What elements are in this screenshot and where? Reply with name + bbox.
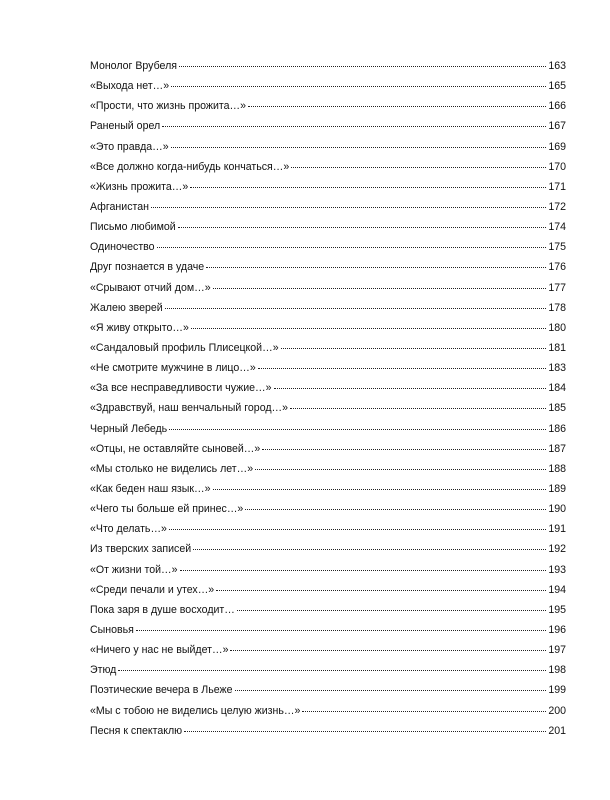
toc-dot-leader (169, 429, 546, 430)
toc-entry-title: Жалею зверей (90, 301, 163, 314)
toc-entry-title: «Чего ты больше ей принес…» (90, 503, 244, 516)
toc-entry[interactable] (90, 560, 566, 580)
toc-entry-title: «Здравствуй, наш венчальный город…» (90, 402, 289, 415)
toc-entry[interactable] (90, 580, 566, 600)
toc-page-number: 190 (548, 503, 566, 516)
toc-dot-leader (179, 66, 546, 67)
toc-entry-title: «Выхода нет…» (90, 80, 170, 93)
toc-page-number: 176 (548, 261, 566, 274)
toc-entry-title: «Срывают отчий дом…» (90, 281, 211, 294)
toc-page-number: 191 (548, 523, 566, 536)
toc-entry-title: Пока заря в душе восходит… (90, 603, 235, 616)
toc-dot-leader (165, 308, 547, 309)
toc-page-number: 192 (548, 543, 566, 556)
toc-page-number: 181 (548, 341, 566, 354)
toc-entry[interactable] (90, 701, 566, 721)
toc-entry[interactable] (90, 177, 566, 197)
toc-entry-title: «Ничего у нас не выйдет…» (90, 644, 229, 657)
toc-dot-leader (118, 670, 546, 671)
toc-dot-leader (190, 187, 546, 188)
toc-dot-leader (180, 570, 547, 571)
toc-entry[interactable] (90, 680, 566, 700)
toc-entry[interactable] (90, 398, 566, 418)
toc-page-number: 194 (548, 583, 566, 596)
toc-entry[interactable] (90, 539, 566, 559)
toc-entry[interactable] (90, 56, 566, 76)
toc-dot-leader (281, 348, 547, 349)
toc-entry-title: «Отцы, не оставляйте сыновей…» (90, 442, 261, 455)
toc-entry-title: «Мы столько не виделись лет…» (90, 462, 254, 475)
toc-entry[interactable] (90, 257, 566, 277)
toc-entry[interactable] (90, 479, 566, 499)
toc-entry[interactable] (90, 499, 566, 519)
toc-dot-leader (151, 207, 546, 208)
toc-dot-leader (255, 469, 546, 470)
toc-entry[interactable] (90, 439, 566, 459)
toc-entry-title: «Я живу открыто…» (90, 321, 189, 334)
toc-entry[interactable] (90, 278, 566, 298)
toc-dot-leader (171, 86, 546, 87)
toc-entry[interactable] (90, 157, 566, 177)
toc-entry-title: Афганистан (90, 200, 149, 213)
toc-entry-title: Одиночество (90, 241, 155, 254)
toc-dot-leader (162, 126, 546, 127)
toc-dot-leader (191, 328, 546, 329)
toc-entry[interactable] (90, 298, 566, 318)
toc-dot-leader (193, 549, 546, 550)
toc-dot-leader (213, 489, 547, 490)
toc-entry-title: Друг познается в удаче (90, 261, 205, 274)
toc-page-number: 180 (548, 321, 566, 334)
toc-page-number: 193 (548, 563, 566, 576)
toc-entry-title: Этюд (90, 664, 117, 677)
toc-dot-leader (291, 167, 546, 168)
toc-page-number: 185 (548, 402, 566, 415)
toc-entry-title: «Прости, что жизнь прожита…» (90, 100, 247, 113)
toc-page-number: 188 (548, 462, 566, 475)
toc-page-number: 196 (548, 623, 566, 636)
toc-page-number: 170 (548, 160, 566, 173)
toc-page-number: 177 (548, 281, 566, 294)
toc-entry-title: «Мы с тобою не виделись целую жизнь…» (90, 704, 301, 717)
toc-page-number: 189 (548, 482, 566, 495)
toc-page-number: 197 (548, 644, 566, 657)
toc-entry[interactable] (90, 640, 566, 660)
toc-entry-title: Песня к спектаклю (90, 724, 183, 737)
toc-entry-title: «Среди печали и утех…» (90, 583, 215, 596)
toc-entry[interactable] (90, 419, 566, 439)
toc-dot-leader (235, 690, 547, 691)
toc-entry-title: Письмо любимой (90, 221, 176, 234)
toc-page-number: 171 (548, 180, 566, 193)
toc-page-number: 175 (548, 241, 566, 254)
toc-page-number: 178 (548, 301, 566, 314)
toc-page-number: 195 (548, 603, 566, 616)
toc-page-number: 183 (548, 362, 566, 375)
toc-entry-title: Поэтические вечера в Льеже (90, 684, 233, 697)
toc-entry[interactable] (90, 378, 566, 398)
toc-page-number: 199 (548, 684, 566, 697)
toc-entry-title: «От жизни той…» (90, 563, 178, 576)
toc-dot-leader (157, 247, 547, 248)
toc-entry[interactable] (90, 519, 566, 539)
toc-page-number: 163 (548, 60, 566, 72)
toc-dot-leader (178, 227, 547, 228)
toc-page-number: 200 (548, 704, 566, 717)
toc-dot-leader (302, 711, 546, 712)
toc-page-number: 201 (548, 724, 566, 737)
toc-entry[interactable] (90, 76, 566, 96)
toc-dot-leader (184, 731, 546, 732)
toc-entry[interactable] (90, 237, 566, 257)
toc-page-number: 167 (548, 120, 566, 133)
toc-dot-leader (262, 449, 546, 450)
toc-entry[interactable] (90, 620, 566, 640)
toc-entry[interactable] (90, 197, 566, 217)
toc-entry[interactable] (90, 137, 566, 157)
toc-entry[interactable] (90, 116, 566, 136)
toc-entry-title: «Все должно когда-нибудь кончаться…» (90, 160, 290, 173)
toc-entry[interactable] (90, 721, 566, 741)
toc-dot-leader (258, 368, 547, 369)
toc-dot-leader (274, 388, 547, 389)
table-of-contents (90, 56, 566, 741)
toc-entry-title: Раненый орел (90, 120, 161, 133)
toc-dot-leader (216, 590, 546, 591)
toc-dot-leader (136, 630, 546, 631)
toc-page-number: 186 (548, 422, 566, 435)
toc-entry-title: «За все несправедливости чужие…» (90, 382, 272, 395)
toc-entry[interactable] (90, 459, 566, 479)
toc-entry[interactable] (90, 217, 566, 237)
toc-dot-leader (169, 529, 546, 530)
toc-entry-title: «Как беден наш язык…» (90, 482, 211, 495)
toc-page-number: 172 (548, 200, 566, 213)
toc-entry-title: Монолог Врубеля (90, 60, 178, 72)
toc-entry[interactable] (90, 96, 566, 116)
toc-page-number: 165 (548, 80, 566, 93)
toc-page-number: 187 (548, 442, 566, 455)
toc-page-number: 198 (548, 664, 566, 677)
toc-entry-title: «Сандаловый профиль Плисецкой…» (90, 341, 279, 354)
toc-entry-title: Сыновья (90, 623, 134, 636)
toc-entry-title: «Не смотрите мужчине в лицо…» (90, 362, 256, 375)
toc-entry[interactable] (90, 338, 566, 358)
toc-page-number: 184 (548, 382, 566, 395)
toc-entry[interactable] (90, 358, 566, 378)
toc-dot-leader (230, 650, 546, 651)
toc-entry-title: Черный Лебедь (90, 422, 168, 435)
toc-entry-title: Из тверских записей (90, 543, 192, 556)
toc-page-number: 174 (548, 221, 566, 234)
toc-dot-leader (290, 408, 546, 409)
toc-entry[interactable] (90, 600, 566, 620)
toc-dot-leader (206, 267, 546, 268)
toc-dot-leader (171, 147, 547, 148)
toc-dot-leader (245, 509, 546, 510)
toc-entry-title: «Что делать…» (90, 523, 167, 536)
toc-entry[interactable] (90, 318, 566, 338)
toc-entry-title: «Это правда…» (90, 140, 169, 153)
toc-dot-leader (237, 610, 546, 611)
toc-page-number: 169 (548, 140, 566, 153)
toc-entry[interactable] (90, 660, 566, 680)
toc-dot-leader (213, 288, 547, 289)
toc-entry-title: «Жизнь прожита…» (90, 180, 189, 193)
toc-dot-leader (248, 106, 546, 107)
toc-page-number: 166 (548, 100, 566, 113)
